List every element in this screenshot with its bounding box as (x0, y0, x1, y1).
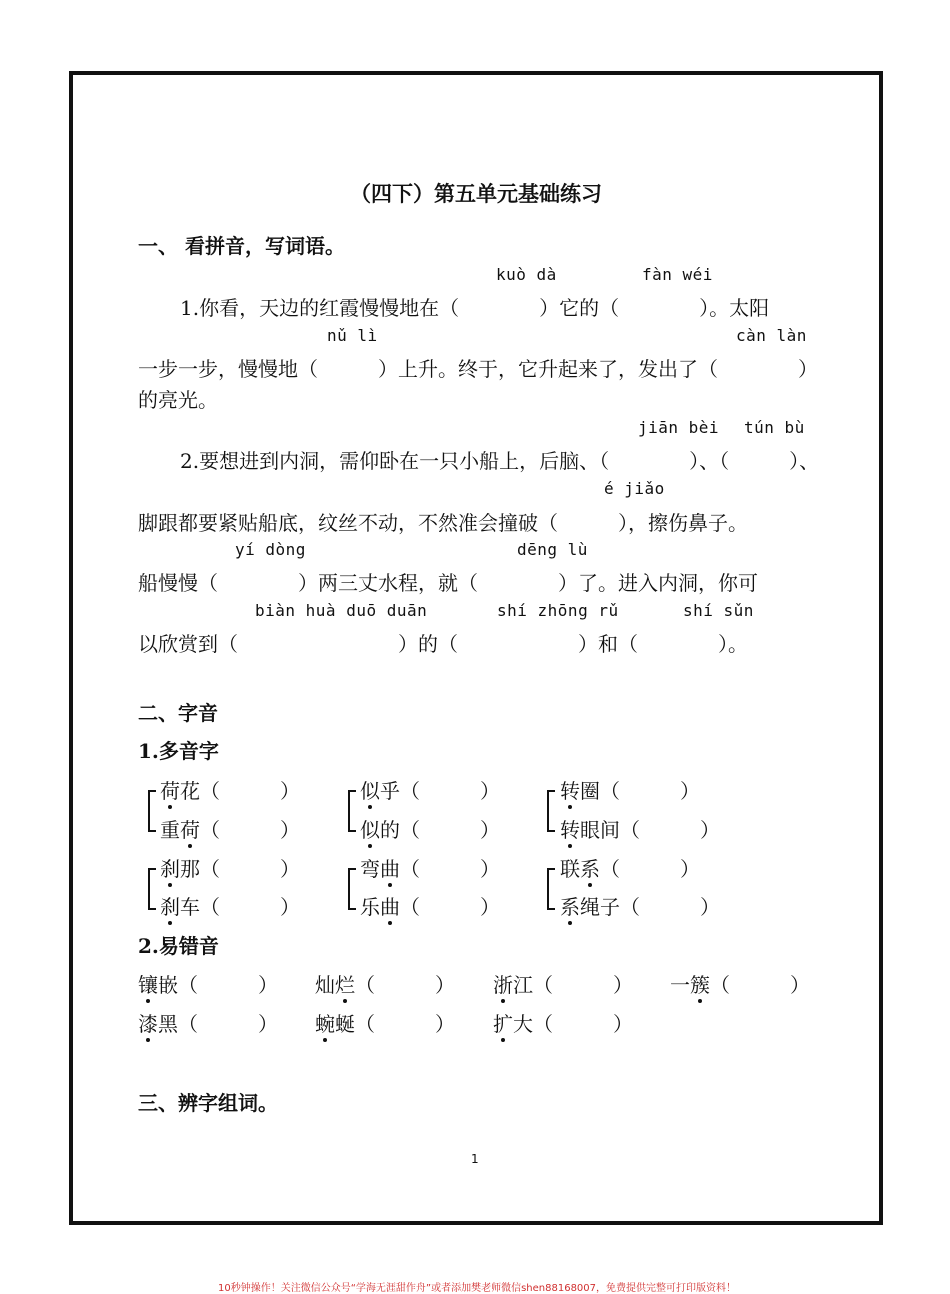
pinyin-jianbei: jiān bèi (638, 418, 720, 437)
subsection-tricky: 2.易错音 (138, 934, 219, 958)
q2-line-4: 以欣赏到（ ）的（ ）和（ ）。 (138, 632, 748, 656)
pinyin-yidong: yí dòng (235, 540, 306, 559)
pinyin-nuli: nǔ lì (327, 326, 378, 345)
dotted-char: 浙 (493, 969, 513, 998)
pinyin-kuoda: kuò dà (496, 265, 557, 284)
dotted-char: 蜿 (315, 1008, 335, 1037)
dotted-char: 曲 (380, 853, 400, 882)
item-shache: 刹车（ ） (160, 891, 300, 920)
item-canlan: 灿烂（ ） (315, 969, 455, 998)
dotted-char: 扩 (493, 1008, 513, 1037)
dotted-char: 簇 (690, 969, 710, 998)
dotted-char: 系 (560, 891, 580, 920)
q2-line-1: 2.要想进到内洞，需仰卧在一只小船上，后脑、（ ）、（ ）、 (180, 449, 820, 473)
brace-cha (148, 868, 156, 910)
pinyin-denglu: dēng lù (517, 540, 588, 559)
pinyin-tunbu: tún bù (744, 418, 805, 437)
brace-si (348, 790, 356, 832)
pinyin-shizhong: shí zhōng rǔ (497, 601, 619, 620)
q2-line-3: 船慢慢（ ）两三丈水程，就（ ）了。进入内洞，你可 (138, 571, 758, 595)
dotted-char: 似 (360, 814, 380, 843)
item-side: 似的（ ） (360, 814, 500, 843)
item-qihei: 漆黑（ ） (138, 1008, 278, 1037)
pinyin-ejiao: é jiǎo (604, 479, 665, 498)
item-sihu: 似乎（ ） (360, 775, 500, 804)
item-wanqu: 弯曲（ ） (360, 853, 500, 882)
pinyin-bianhua: biàn huà duō duān (255, 601, 428, 620)
pinyin-fanwei: fàn wéi (642, 265, 713, 284)
dotted-char: 镶 (138, 969, 158, 998)
section-3-heading: 三、辨字组词。 (138, 1091, 278, 1115)
dotted-char: 漆 (138, 1008, 158, 1037)
dotted-char: 烂 (335, 969, 355, 998)
q1-line-2: 一步一步，慢慢地（ ）上升。终于，它升起来了，发出了（ ） (138, 357, 818, 381)
footer-note: 10秒钟操作！关注微信公众号“学海无涯甜作舟”或者添加樊老师微信shen88168007，免费提供完整可打印版资料！ (218, 1283, 737, 1294)
page-title: （四下）第五单元基础练习 (350, 181, 602, 206)
dotted-char: 转 (560, 775, 580, 804)
dotted-char: 系 (580, 853, 600, 882)
brace-zhuan (547, 790, 555, 832)
item-chana: 刹那（ ） (160, 853, 300, 882)
pinyin-shisun: shí sǔn (683, 601, 754, 620)
q1-line-1: 1.你看，天边的红霞慢慢地在（ ）它的（ ）。太阳 (180, 296, 770, 320)
dotted-char: 荷 (180, 814, 200, 843)
section-1-heading: 一、 看拼音，写词语。 (138, 234, 345, 258)
dotted-char: 刹 (160, 891, 180, 920)
item-zhejiang: 浙江（ ） (493, 969, 633, 998)
item-kuoda: 扩大（ ） (493, 1008, 633, 1037)
brace-qu (348, 868, 356, 910)
item-jishengzi: 系绳子（ ） (560, 891, 720, 920)
item-wanyan: 蜿蜒（ ） (315, 1008, 455, 1037)
item-zhuanyanjian: 转眼间（ ） (560, 814, 720, 843)
dotted-char: 转 (560, 814, 580, 843)
q2-line-2: 脚跟都要紧贴船底，纹丝不动，不然准会撞破（ ），擦伤鼻子。 (138, 511, 748, 535)
q1-line-3: 的亮光。 (138, 388, 218, 412)
subsection-polyphone: 1.多音字 (138, 739, 219, 763)
dotted-char: 似 (360, 775, 380, 804)
brace-he (148, 790, 156, 832)
dotted-char: 曲 (380, 891, 400, 920)
section-2-heading: 二、字音 (138, 701, 218, 725)
item-yicu: 一簇（ ） (670, 969, 810, 998)
item-lianxi: 联系（ ） (560, 853, 700, 882)
brace-xi (547, 868, 555, 910)
item-zhonghe: 重荷（ ） (160, 814, 300, 843)
item-yuequ: 乐曲（ ） (360, 891, 500, 920)
pinyin-canlan: càn làn (736, 326, 807, 345)
page-number: 1 (471, 1152, 479, 1166)
item-hehua: 荷花（ ） (160, 775, 300, 804)
dotted-char: 荷 (160, 775, 180, 804)
dotted-char: 刹 (160, 853, 180, 882)
item-zhuanquan: 转圈（ ） (560, 775, 700, 804)
item-xiangqian: 镶嵌（ ） (138, 969, 278, 998)
